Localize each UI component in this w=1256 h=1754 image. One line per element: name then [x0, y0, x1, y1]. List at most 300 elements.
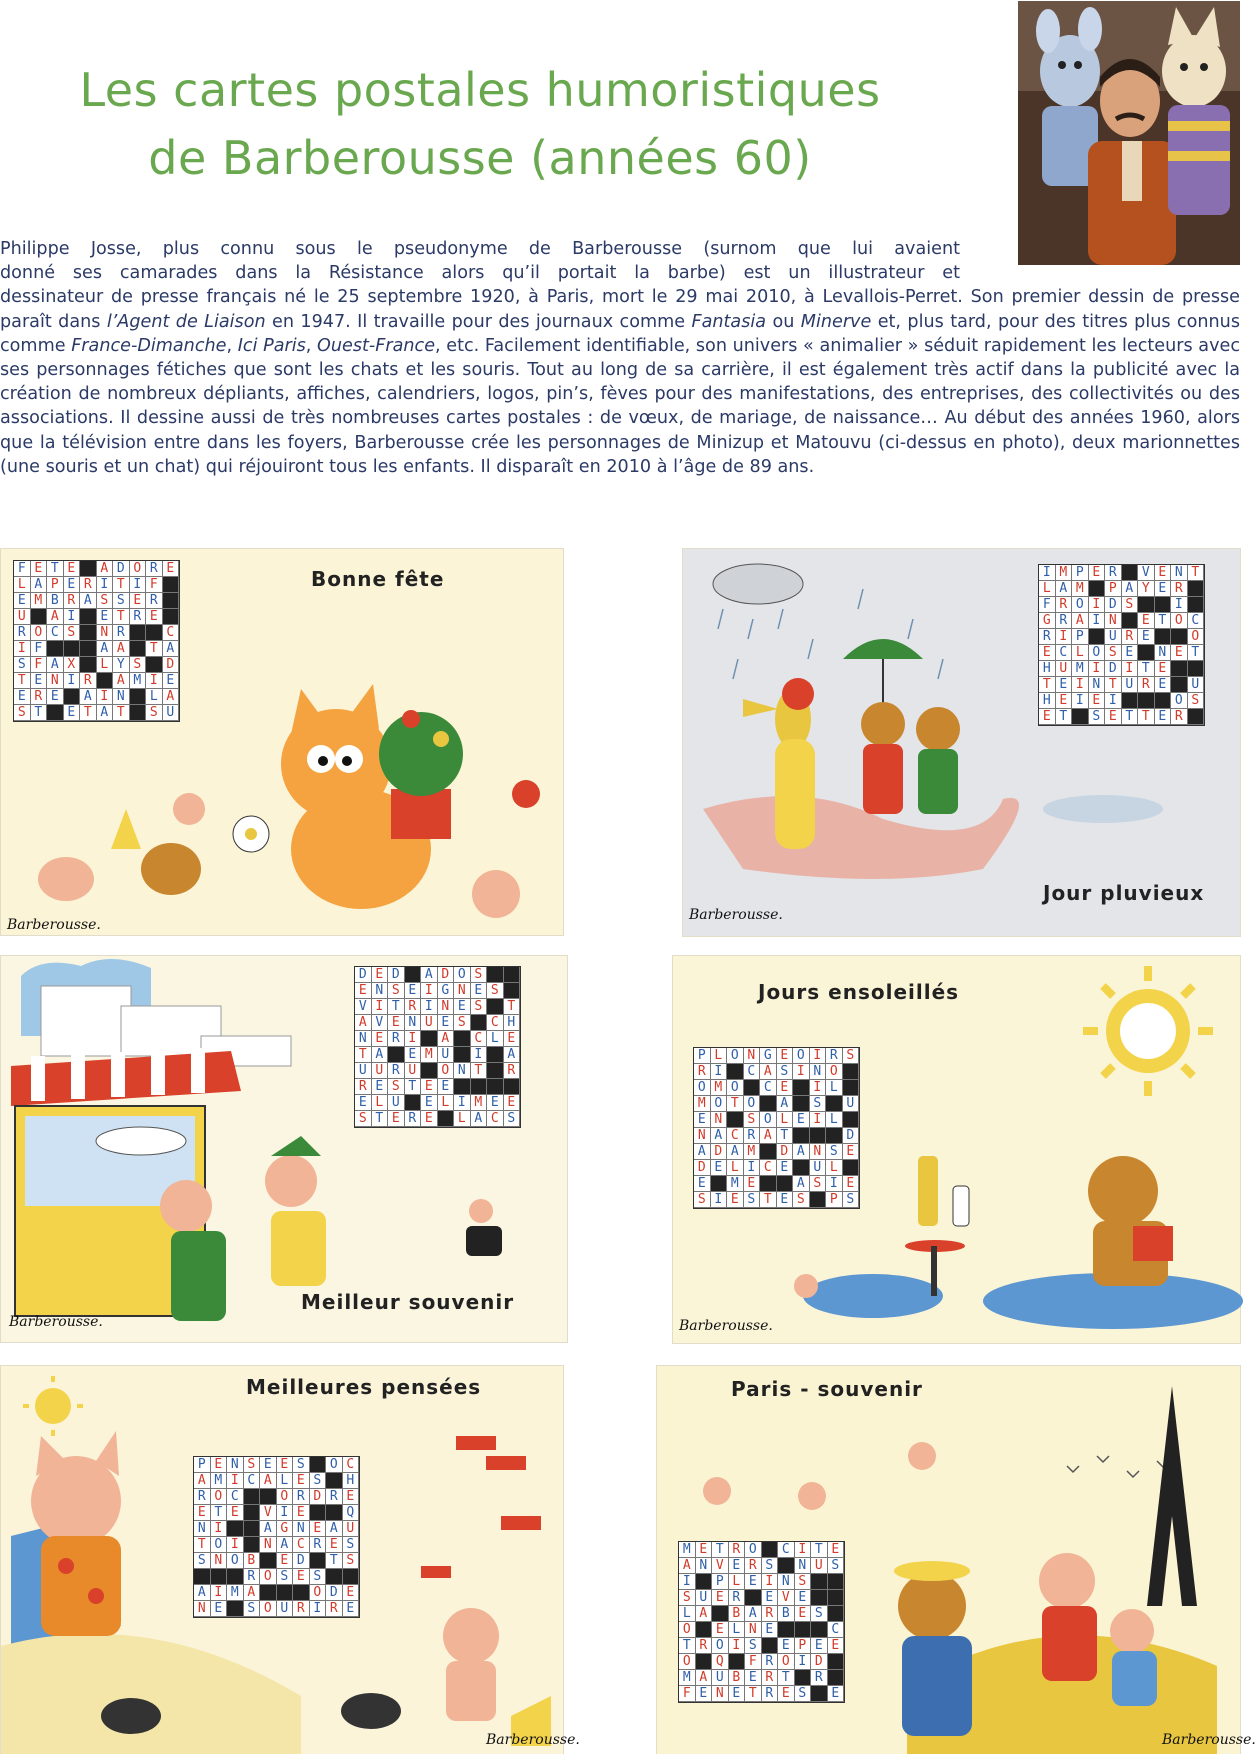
crossword-letter-cell: L [729, 1574, 746, 1590]
crossword-letter-cell: E [711, 1160, 728, 1176]
crossword-letter-cell: E [1155, 677, 1172, 693]
crossword-letter-cell: E [372, 1079, 389, 1095]
crossword-letter-cell: L [454, 1111, 471, 1127]
crossword-letter-cell: H [343, 1473, 360, 1489]
crossword-letter-cell: O [778, 1654, 795, 1670]
crossword-grid [1038, 564, 1205, 726]
crossword-letter-cell: A [277, 1537, 294, 1553]
crossword-letter-cell: P [47, 577, 64, 593]
crossword-letter-cell: I [372, 999, 389, 1015]
crossword-letter-cell: U [438, 1047, 455, 1063]
crossword-black-cell [729, 1654, 746, 1670]
crossword-black-cell [760, 1144, 777, 1160]
crossword-letter-cell: M [227, 1585, 244, 1601]
crossword-letter-cell: O [211, 1537, 228, 1553]
crossword-letter-cell: M [31, 593, 48, 609]
crossword-black-cell [326, 1569, 343, 1585]
crossword-grid [193, 1456, 360, 1618]
crossword-letter-cell: I [405, 1031, 422, 1047]
crossword-letter-cell: U [1105, 629, 1122, 645]
barberousse-photo [1018, 1, 1240, 265]
crossword-black-cell [487, 1047, 504, 1063]
crossword-letter-cell: O [310, 1585, 327, 1601]
crossword-letter-cell: N [744, 1048, 761, 1064]
crossword-letter-cell: I [310, 1601, 327, 1617]
crossword-black-cell [1122, 613, 1139, 629]
crossword-letter-cell: A [97, 641, 114, 657]
crossword-letter-cell: I [826, 1176, 843, 1192]
crossword-letter-cell: A [471, 1111, 488, 1127]
crossword-letter-cell: S [244, 1601, 261, 1617]
crossword-letter-cell: E [310, 1521, 327, 1537]
card-title: Jour pluvieux [1043, 881, 1205, 905]
crossword-black-cell [1171, 677, 1188, 693]
crossword-letter-cell: F [14, 561, 31, 577]
crossword-black-cell [826, 1096, 843, 1112]
crossword-letter-cell: A [696, 1606, 713, 1622]
crossword-letter-cell: A [47, 609, 64, 625]
crossword-black-cell [244, 1489, 261, 1505]
crossword-letter-cell: T [1138, 709, 1155, 725]
crossword-letter-cell: E [1056, 677, 1073, 693]
crossword-letter-cell: O [711, 1096, 728, 1112]
crossword-letter-cell: E [438, 1079, 455, 1095]
crossword-letter-cell: R [762, 1686, 779, 1702]
crossword-letter-cell: S [244, 1457, 261, 1473]
crossword-letter-cell: I [711, 1064, 728, 1080]
crossword-letter-cell: A [696, 1670, 713, 1686]
crossword-black-cell [260, 1553, 277, 1569]
crossword-letter-cell: A [760, 1128, 777, 1144]
crossword-letter-cell: P [712, 1574, 729, 1590]
crossword-letter-cell: L [372, 1095, 389, 1111]
crossword-letter-cell: B [729, 1606, 746, 1622]
title-line-1: Les cartes postales humoristiques [79, 63, 881, 117]
crossword-letter-cell: L [1072, 645, 1089, 661]
crossword-letter-cell: A [47, 657, 64, 673]
crossword-letter-cell: R [762, 1606, 779, 1622]
crossword-letter-cell: N [696, 1558, 713, 1574]
crossword-black-cell [80, 625, 97, 641]
crossword-black-cell [310, 1553, 327, 1569]
crossword-letter-cell: A [421, 967, 438, 983]
crossword-black-cell [293, 1585, 310, 1601]
crossword-letter-cell: E [1122, 645, 1139, 661]
crossword-black-cell [1089, 629, 1106, 645]
crossword-letter-cell: L [826, 1160, 843, 1176]
crossword-letter-cell: E [293, 1473, 310, 1489]
crossword-letter-cell: V [260, 1505, 277, 1521]
crossword-letter-cell: S [310, 1569, 327, 1585]
crossword-letter-cell: L [438, 1095, 455, 1111]
crossword-letter-cell: A [194, 1473, 211, 1489]
crossword-letter-cell: R [1039, 629, 1056, 645]
crossword-black-cell [47, 705, 64, 721]
intro-line-2: donné ses camarades dans la Résistance alors qu’il portait la barbe) est un illustrateur et [0, 263, 960, 284]
crossword-letter-cell: D [293, 1553, 310, 1569]
crossword-letter-cell: S [793, 1192, 810, 1208]
crossword-letter-cell: M [711, 1080, 728, 1096]
crossword-letter-cell: R [1056, 613, 1073, 629]
crossword-letter-cell: I [421, 983, 438, 999]
photo-icon [1018, 1, 1240, 265]
crossword-letter-cell: S [113, 593, 130, 609]
crossword-letter-cell: R [1171, 581, 1188, 597]
crossword-letter-cell: E [194, 1505, 211, 1521]
crossword-letter-cell: A [194, 1585, 211, 1601]
crossword-black-cell [80, 657, 97, 673]
crossword-letter-cell: S [795, 1574, 812, 1590]
crossword-letter-cell: N [711, 1112, 728, 1128]
crossword-letter-cell: I [810, 1080, 827, 1096]
minerve-title: Minerve [800, 311, 872, 332]
crossword-letter-cell: E [277, 1457, 294, 1473]
crossword-letter-cell: R [1171, 709, 1188, 725]
crossword-letter-cell: E [729, 1558, 746, 1574]
signature: Barberousse. [7, 917, 101, 933]
crossword-black-cell [696, 1654, 713, 1670]
crossword-black-cell [1171, 661, 1188, 677]
crossword-black-cell [811, 1686, 828, 1702]
crossword-black-cell [260, 1585, 277, 1601]
crossword-black-cell [843, 1080, 860, 1096]
crossword-letter-cell: L [97, 657, 114, 673]
crossword-black-cell [146, 657, 163, 673]
crossword-letter-cell: S [843, 1192, 860, 1208]
crossword-letter-cell: M [211, 1473, 228, 1489]
crossword-letter-cell: E [355, 983, 372, 999]
crossword-letter-cell: V [1138, 565, 1155, 581]
crossword-black-cell [1072, 709, 1089, 725]
crossword-letter-cell: I [227, 1473, 244, 1489]
crossword-black-cell [744, 1080, 761, 1096]
crossword-letter-cell: L [826, 1112, 843, 1128]
crossword-letter-cell: T [113, 577, 130, 593]
crossword-letter-cell: E [729, 1686, 746, 1702]
crossword-letter-cell: E [372, 967, 389, 983]
crossword-black-cell [1171, 629, 1188, 645]
crossword-letter-cell: R [1105, 565, 1122, 581]
crossword-letter-cell: N [47, 673, 64, 689]
crossword-letter-cell: P [1105, 581, 1122, 597]
crossword-letter-cell: R [1122, 629, 1139, 645]
crossword-letter-cell: A [372, 1047, 389, 1063]
crossword-letter-cell: S [388, 983, 405, 999]
crossword-black-cell [47, 641, 64, 657]
crossword-black-cell [471, 1015, 488, 1031]
crossword-letter-cell: M [1056, 565, 1073, 581]
crossword-letter-cell: T [777, 1128, 794, 1144]
crossword-letter-cell: A [326, 1521, 343, 1537]
crossword-black-cell [244, 1521, 261, 1537]
signature: Barberousse. [1162, 1732, 1256, 1748]
crossword-letter-cell: O [694, 1080, 711, 1096]
crossword-black-cell [745, 1590, 762, 1606]
crossword-letter-cell: E [14, 593, 31, 609]
crossword-letter-cell: E [14, 689, 31, 705]
crossword-black-cell [388, 1047, 405, 1063]
crossword-letter-cell: N [260, 1537, 277, 1553]
crossword-letter-cell: R [504, 1063, 521, 1079]
crossword-letter-cell: E [1171, 645, 1188, 661]
crossword-black-cell [31, 609, 48, 625]
crossword-letter-cell: I [744, 1160, 761, 1176]
crossword-letter-cell: A [760, 1064, 777, 1080]
crossword-letter-cell: D [711, 1144, 728, 1160]
crossword-letter-cell: T [47, 561, 64, 577]
crossword-letter-cell: H [1039, 693, 1056, 709]
crossword-letter-cell: E [388, 1111, 405, 1127]
crossword-letter-cell: S [343, 1537, 360, 1553]
crossword-letter-cell: T [388, 999, 405, 1015]
crossword-letter-cell: E [211, 1457, 228, 1473]
crossword-black-cell [777, 1176, 794, 1192]
crossword-letter-cell: O [679, 1622, 696, 1638]
crossword-black-cell [504, 983, 521, 999]
crossword-black-cell [130, 641, 147, 657]
crossword-letter-cell: E [727, 1192, 744, 1208]
crossword-black-cell [1122, 693, 1139, 709]
crossword-letter-cell: R [355, 1079, 372, 1095]
crossword-letter-cell: E [64, 705, 81, 721]
crossword-letter-cell: F [1039, 597, 1056, 613]
crossword-letter-cell: R [762, 1670, 779, 1686]
crossword-black-cell [97, 673, 114, 689]
crossword-letter-cell: I [97, 577, 114, 593]
crossword-letter-cell: I [729, 1638, 746, 1654]
crossword-letter-cell: I [679, 1574, 696, 1590]
crossword-letter-cell: A [679, 1558, 696, 1574]
crossword-letter-cell: N [1089, 677, 1106, 693]
crossword-letter-cell: M [1072, 581, 1089, 597]
crossword-letter-cell: S [388, 1079, 405, 1095]
crossword-black-cell [227, 1569, 244, 1585]
crossword-letter-cell: A [163, 641, 180, 657]
crossword-letter-cell: E [471, 983, 488, 999]
crossword-letter-cell: I [1039, 565, 1056, 581]
crossword-letter-cell: E [421, 1095, 438, 1111]
crossword-letter-cell: I [1171, 597, 1188, 613]
crossword-black-cell [405, 1095, 422, 1111]
crossword-letter-cell: I [97, 689, 114, 705]
crossword-black-cell [244, 1505, 261, 1521]
crossword-black-cell [487, 967, 504, 983]
crossword-letter-cell: I [64, 673, 81, 689]
crossword-letter-cell: L [711, 1048, 728, 1064]
crossword-letter-cell: D [694, 1160, 711, 1176]
crossword-letter-cell: V [712, 1558, 729, 1574]
crossword-letter-cell: U [696, 1590, 713, 1606]
crossword-letter-cell: E [777, 1048, 794, 1064]
crossword-letter-cell: E [421, 1111, 438, 1127]
crossword-letter-cell: C [343, 1457, 360, 1473]
crossword-black-cell [310, 1505, 327, 1521]
crossword-letter-cell: O [679, 1654, 696, 1670]
crossword-letter-cell: A [694, 1144, 711, 1160]
crossword-letter-cell: O [31, 625, 48, 641]
crossword-letter-cell: N [745, 1622, 762, 1638]
crossword-black-cell [438, 1111, 455, 1127]
crossword-letter-cell: S [679, 1590, 696, 1606]
crossword-letter-cell: T [194, 1537, 211, 1553]
crossword-letter-cell: T [14, 673, 31, 689]
crossword-letter-cell: E [696, 1686, 713, 1702]
crossword-letter-cell: T [31, 705, 48, 721]
signature: Barberousse. [486, 1732, 580, 1748]
crossword-black-cell [760, 1096, 777, 1112]
crossword-letter-cell: E [438, 1015, 455, 1031]
crossword-letter-cell: E [745, 1670, 762, 1686]
crossword-letter-cell: R [194, 1489, 211, 1505]
crossword-black-cell [843, 1160, 860, 1176]
crossword-letter-cell: O [826, 1064, 843, 1080]
crossword-letter-cell: M [744, 1144, 761, 1160]
crossword-black-cell [778, 1558, 795, 1574]
crossword-letter-cell: T [372, 1111, 389, 1127]
crossword-letter-cell: N [355, 1031, 372, 1047]
crossword-letter-cell: D [326, 1585, 343, 1601]
crossword-black-cell [1138, 597, 1155, 613]
crossword-grid [13, 560, 180, 722]
crossword-black-cell [487, 1063, 504, 1079]
crossword-letter-cell: D [1105, 661, 1122, 677]
crossword-black-cell [244, 1537, 261, 1553]
crossword-letter-cell: E [293, 1569, 310, 1585]
crossword-letter-cell: V [778, 1590, 795, 1606]
crossword-black-cell [326, 1473, 343, 1489]
crossword-letter-cell: U [372, 1063, 389, 1079]
crossword-letter-cell: I [64, 609, 81, 625]
crossword-letter-cell: A [113, 641, 130, 657]
crossword-black-cell [843, 1064, 860, 1080]
crossword-letter-cell: N [227, 1457, 244, 1473]
postcard-jours-ensoleilles [673, 956, 1240, 1343]
crossword-letter-cell: G [760, 1048, 777, 1064]
crossword-letter-cell: E [343, 1489, 360, 1505]
crossword-letter-cell: R [388, 1031, 405, 1047]
crossword-letter-cell: O [745, 1542, 762, 1558]
crossword-letter-cell: C [487, 1015, 504, 1031]
crossword-letter-cell: S [1089, 709, 1106, 725]
crossword-letter-cell: E [64, 561, 81, 577]
card-title: Paris - souvenir [731, 1377, 923, 1401]
crossword-letter-cell: E [694, 1112, 711, 1128]
crossword-letter-cell: P [795, 1638, 812, 1654]
crossword-letter-cell: E [372, 1031, 389, 1047]
crossword-black-cell [811, 1590, 828, 1606]
crossword-letter-cell: E [712, 1590, 729, 1606]
crossword-letter-cell: E [1089, 565, 1106, 581]
crossword-letter-cell: B [244, 1553, 261, 1569]
crossword-letter-cell: E [828, 1686, 845, 1702]
crossword-black-cell [828, 1654, 845, 1670]
crossword-black-cell [828, 1590, 845, 1606]
crossword-letter-cell: L [277, 1473, 294, 1489]
crossword-letter-cell: U [343, 1521, 360, 1537]
crossword-letter-cell: D [777, 1144, 794, 1160]
crossword-black-cell [828, 1606, 845, 1622]
crossword-letter-cell: N [1171, 565, 1188, 581]
crossword-letter-cell: R [696, 1638, 713, 1654]
crossword-black-cell [487, 1079, 504, 1095]
crossword-letter-cell: T [1039, 677, 1056, 693]
crossword-black-cell [696, 1574, 713, 1590]
crossword-letter-cell: R [744, 1128, 761, 1144]
crossword-letter-cell: D [355, 967, 372, 983]
crossword-letter-cell: B [729, 1670, 746, 1686]
crossword-letter-cell: U [355, 1063, 372, 1079]
crossword-letter-cell: O [130, 561, 147, 577]
crossword-letter-cell: R [694, 1064, 711, 1080]
crossword-black-cell [826, 1128, 843, 1144]
crossword-letter-cell: S [1105, 645, 1122, 661]
crossword-black-cell [163, 609, 180, 625]
crossword-letter-cell: A [260, 1521, 277, 1537]
crossword-black-cell [227, 1521, 244, 1537]
crossword-letter-cell: E [130, 593, 147, 609]
crossword-black-cell [760, 1176, 777, 1192]
crossword-letter-cell: E [227, 1505, 244, 1521]
crossword-letter-cell: O [760, 1112, 777, 1128]
crossword-letter-cell: C [828, 1622, 845, 1638]
crossword-letter-cell: I [227, 1537, 244, 1553]
crossword-letter-cell: A [745, 1606, 762, 1622]
crossword-letter-cell: I [810, 1112, 827, 1128]
crossword-letter-cell: F [31, 657, 48, 673]
crossword-black-cell [727, 1064, 744, 1080]
crossword-black-cell [795, 1622, 812, 1638]
crossword-black-cell [762, 1638, 779, 1654]
crossword-letter-cell: E [777, 1080, 794, 1096]
crossword-black-cell [810, 1192, 827, 1208]
crossword-letter-cell: R [826, 1048, 843, 1064]
crossword-letter-cell: E [828, 1542, 845, 1558]
crossword-letter-cell: S [810, 1176, 827, 1192]
crossword-letter-cell: A [1072, 613, 1089, 629]
crossword-letter-cell: N [438, 999, 455, 1015]
crossword-letter-cell: F [679, 1686, 696, 1702]
crossword-black-cell [696, 1622, 713, 1638]
crossword-letter-cell: E [211, 1601, 228, 1617]
crossword-letter-cell: E [1155, 661, 1172, 677]
crossword-letter-cell: T [760, 1192, 777, 1208]
postcard-bonne-fete [1, 549, 563, 935]
crossword-letter-cell: E [1039, 709, 1056, 725]
page-title [20, 56, 940, 192]
crossword-black-cell [80, 609, 97, 625]
crossword-letter-cell: S [471, 999, 488, 1015]
crossword-letter-cell: R [244, 1569, 261, 1585]
crossword-letter-cell: E [163, 561, 180, 577]
crossword-black-cell [810, 1128, 827, 1144]
crossword-letter-cell: E [97, 609, 114, 625]
crossword-letter-cell: D [310, 1489, 327, 1505]
crossword-letter-cell: M [679, 1670, 696, 1686]
crossword-letter-cell: N [778, 1574, 795, 1590]
crossword-letter-cell: N [454, 1063, 471, 1079]
crossword-letter-cell: O [1072, 597, 1089, 613]
crossword-letter-cell: E [64, 577, 81, 593]
crossword-letter-cell: E [696, 1542, 713, 1558]
crossword-black-cell [1188, 661, 1205, 677]
crossword-letter-cell: S [744, 1192, 761, 1208]
crossword-letter-cell: A [793, 1144, 810, 1160]
crossword-letter-cell: T [1188, 565, 1205, 581]
crossword-black-cell [1155, 693, 1172, 709]
crossword-letter-cell: S [795, 1686, 812, 1702]
crossword-letter-cell: I [277, 1505, 294, 1521]
crossword-letter-cell: I [1089, 613, 1106, 629]
